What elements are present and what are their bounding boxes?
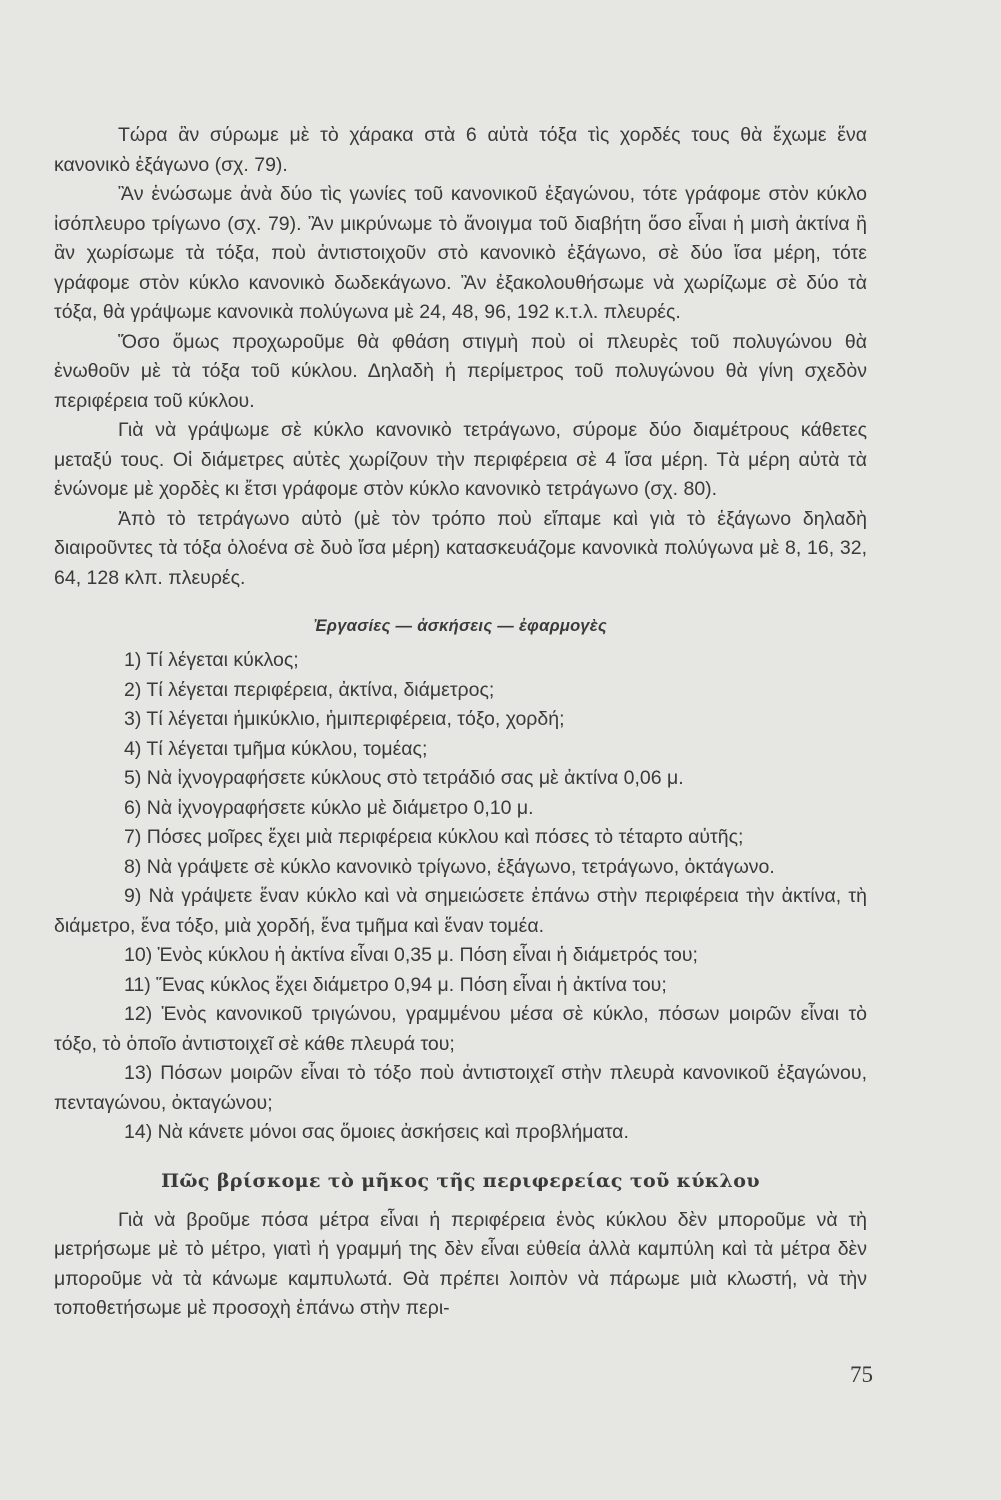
exercise-list — [54, 646, 867, 1148]
exercise-item: 4) Τί λέγεται τμῆμα κύκλου, τομέας; — [124, 737, 428, 760]
paragraph-perimeter: Ὅσο ὅμως προχωροῦμε θὰ φθάση στιγμὴ ποὺ οἱ πλευρὲς τοῦ πολυγώνου θὰ ἑνωθοῦν μὲ τὰ τόξα τοῦ κύκλου. Δηλαδὴ ἡ περίμετρος τοῦ πολυγώνου θὰ γίνη σχεδὸν περιφέρεια τοῦ κύκλου. — [54, 330, 867, 412]
exercise-item: 3) Τί λέγεται ἡμικύκλιο, ἡμιπεριφέρεια, τόξο, χορδή; — [124, 708, 565, 730]
exercise-item: 13) Πόσων μοιρῶν εἶναι τὸ τόξο ποὺ ἀντιστοιχεῖ στὴν πλευρὰ κανονικοῦ ἑξαγώνου, πενταγώνου, ὀκταγώνου; — [54, 1062, 867, 1114]
body-text — [54, 121, 867, 593]
exercise-item: 7) Πόσες μοῖρες ἔχει μιὰ περιφέρεια κύκλου καὶ πόσες τὸ τέταρτο αὐτῆς; — [124, 826, 744, 848]
exercise-item: 11) Ἕνας κύκλος ἔχει διάμετρο 0,94 μ. Πόση εἶναι ἡ ἀκτίνα του; — [124, 973, 667, 996]
closing-text — [54, 1206, 867, 1324]
exercise-item: 12) Ἑνὸς κανονικοῦ τριγώνου, γραμμένου μέσα σὲ κύκλο, πόσων μοιρῶν εἶναι τὸ τόξο, τὸ ὁποῖο ἀντιστοιχεῖ σὲ κάθε πλευρά του; — [54, 1003, 867, 1055]
exercise-item: 10) Ἑνὸς κύκλου ἡ ἀκτίνα εἶναι 0,35 μ. Πόση εἶναι ἡ διάμετρός του; — [124, 944, 698, 966]
paragraph-square: Γιὰ νὰ γράψωμε σὲ κύκλο κανονικὸ τετράγωνο, σύρομε δύο διαμέτρους κάθετες μεταξύ τους. Οἱ διάμετρες αὐτὲς χωρίζουν τὴν περιφέρεια σὲ 4 ἴσα μέρη. Τὰ μέρη αὐτὰ τὰ ἑνώνομε μὲ χορδὲς κι ἔτσι γράφομε στὸν κύκλο κανονικὸ τετράγωνο (σχ. 80). — [54, 419, 867, 500]
paragraph-hexagon: Τώρα ἂν σύρωμε μὲ τὸ χάρακα στὰ 6 αὐτὰ τόξα τὶς χορδές τους θὰ ἔχωμε ἕνα κανονικὸ ἑξάγωνο (σχ. 79). — [54, 124, 867, 176]
page-number: 75 — [850, 1362, 873, 1387]
section-title: Πῶς βρίσκομε τὸ μῆκος τῆς περιφερείας τοῦ κύκλου — [161, 1169, 760, 1192]
exercise-item: 6) Νὰ ἰχνογραφήσετε κύκλο μὲ διάμετρο 0,10 μ. — [124, 796, 534, 819]
exercise-item: 9) Νὰ γράψετε ἕναν κύκλο καὶ νὰ σημειώσετε ἐπάνω στὴν περιφέρεια τὴν ἀκτίνα, τὴ διάμετρο, ἕνα τόξο, μιὰ χορδή, ἕνα τμῆμα καὶ ἕναν τομέα. — [54, 885, 867, 937]
exercise-item: 14) Νὰ κάνετε μόνοι σας ὅμοιες ἀσκήσεις καὶ προβλήματα. — [124, 1121, 629, 1143]
exercise-item: 1) Τί λέγεται κύκλος; — [124, 649, 299, 671]
paragraph-measuring: Γιὰ νὰ βροῦμε πόσα μέτρα εἶναι ἡ περιφέρεια ἑνὸς κύκλου δὲν μποροῦμε νὰ τὴ μετρήσωμε μὲ τὸ μέτρο, γιατὶ ἡ γραμμή της δὲν εἶναι εὐθεία ἀλλὰ καμπύλη καὶ τὰ μέτρα δὲν μποροῦμε νὰ τὰ κάνωμε καμπυλωτά. Θὰ πρέπει λοιπὸν νὰ πάρωμε μιὰ κλωστή, νὰ τὴν τοποθετήσωμε μὲ προσοχὴ ἐπάνω στὴν περι- — [54, 1208, 867, 1319]
paragraph-construction: Ἀπὸ τὸ τετράγωνο αὐτὸ (μὲ τὸν τρόπο ποὺ εἴπαμε καὶ γιὰ τὸ ἑξάγωνο δηλαδὴ διαιροῦντες τὰ τόξα ὁλοένα σὲ δυὸ ἴσα μέρη) κατασκευάζομε κανονικὰ πολύγωνα μὲ 8, 16, 32, 64, 128 κλπ. πλευρές. — [54, 507, 867, 589]
exercise-item: 8) Νὰ γράψετε σὲ κύκλο κανονικὸ τρίγωνο, ἑξάγωνο, τετράγωνο, ὀκτάγωνο. — [124, 855, 775, 878]
exercises-heading: Ἐργασίες — ἀσκήσεις — ἐφαρμογὲς — [314, 617, 607, 635]
paragraph-polygons: Ἂν ἑνώσωμε ἀνὰ δύο τὶς γωνίες τοῦ κανονικοῦ ἑξαγώνου, τότε γράφομε στὸν κύκλο ἰσόπλευρο τρίγωνο (σχ. 79). Ἂν μικρύνωμε τὸ ἄνοιγμα τοῦ διαβήτη ὅσο εἶναι ἡ μισὴ ἀκτίνα ἢ ἂν χωρίσωμε τὰ τόξα, ποὺ ἀντιστοιχοῦν στὸ κανονικὸ ἑξάγωνο, σὲ δύο ἴσα μέρη, τότε γράφομε στὸν κύκλο κανονικὸ δωδεκάγωνο. Ἂν ἐξακολουθήσωμε νὰ χωρίζωμε σὲ δύο τὰ τόξα, θὰ γράψωμε κανονικὰ πολύγωνα μὲ 24, 48, 96, 192 κ.τ.λ. πλευρές. — [54, 183, 867, 323]
exercise-item: 5) Νὰ ἰχνογραφήσετε κύκλους στὸ τετράδιό σας μὲ ἀκτίνα 0,06 μ. — [124, 767, 684, 789]
exercise-item: 2) Τί λέγεται περιφέρεια, ἀκτίνα, διάμετρος; — [124, 678, 495, 701]
